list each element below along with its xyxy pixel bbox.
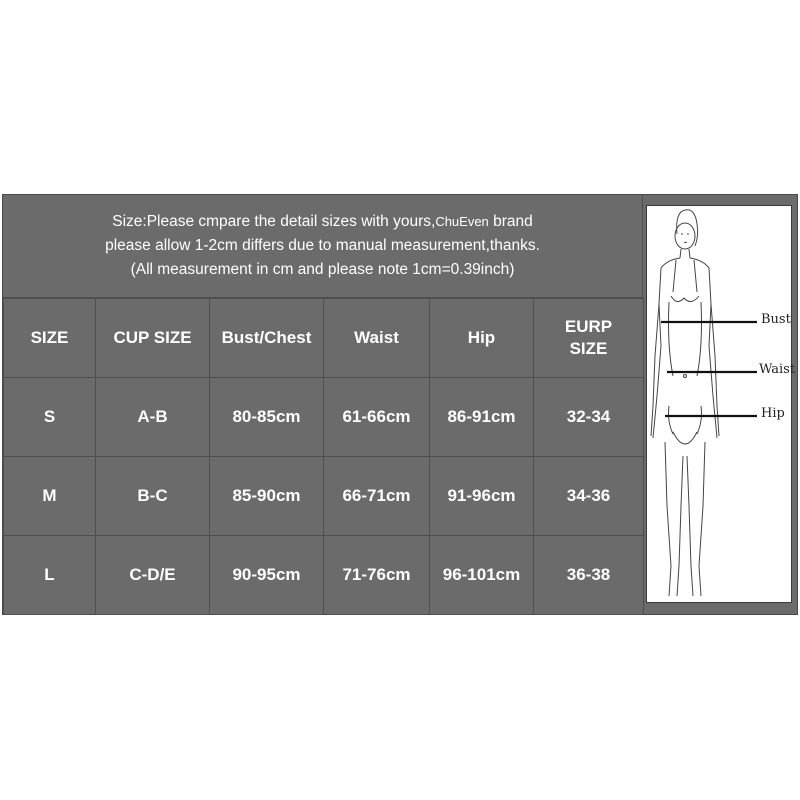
cell-hip: 86-91cm (430, 378, 534, 457)
cell-eurp-size: 34-36 (534, 457, 644, 536)
brand-name: ChuEven (435, 214, 489, 229)
cell-hip: 96-101cm (430, 536, 534, 615)
note-line-1-suffix: brand (488, 213, 533, 230)
size-table (3, 298, 644, 615)
header-hip: Hip (430, 299, 534, 378)
cell-cup-size: A-B (96, 378, 210, 457)
note-line-3: (All measurement in cm and please note 1cm=0.39inch) (130, 261, 515, 278)
bust-label: Bust (761, 312, 791, 327)
header-bust-chest: Bust/Chest (210, 299, 324, 378)
table-header-row (4, 299, 644, 378)
note-line-2: please allow 1-2cm differs due to manual measurement,thanks. (105, 237, 540, 254)
cell-eurp-size: 36-38 (534, 536, 644, 615)
cell-eurp-size: 32-34 (534, 378, 644, 457)
header-eurp-size: EURP SIZE (534, 299, 644, 378)
cell-bust: 80-85cm (210, 378, 324, 457)
cell-waist: 61-66cm (324, 378, 430, 457)
hip-label: Hip (761, 406, 785, 421)
header-size: SIZE (4, 299, 96, 378)
cell-bust: 90-95cm (210, 536, 324, 615)
cell-waist: 66-71cm (324, 457, 430, 536)
cell-size: S (4, 378, 96, 457)
cell-cup-size: C-D/E (96, 536, 210, 615)
table-row (4, 536, 644, 615)
header-cup-size: CUP SIZE (96, 299, 210, 378)
body-outline-illustration (647, 206, 791, 602)
cell-size: L (4, 536, 96, 615)
size-chart (2, 194, 798, 615)
note-line-1-prefix: Size:Please cmpare the detail sizes with yours, (112, 213, 436, 230)
table-row (4, 378, 644, 457)
cell-waist: 71-76cm (324, 536, 430, 615)
cell-hip: 91-96cm (430, 457, 534, 536)
cell-size: M (4, 457, 96, 536)
header-waist: Waist (324, 299, 430, 378)
size-note (3, 195, 643, 298)
note-line-1 (112, 210, 533, 234)
cell-bust: 85-90cm (210, 457, 324, 536)
body-figure-panel (646, 205, 796, 603)
waist-label: Waist (759, 362, 796, 377)
cell-cup-size: B-C (96, 457, 210, 536)
table-row (4, 457, 644, 536)
